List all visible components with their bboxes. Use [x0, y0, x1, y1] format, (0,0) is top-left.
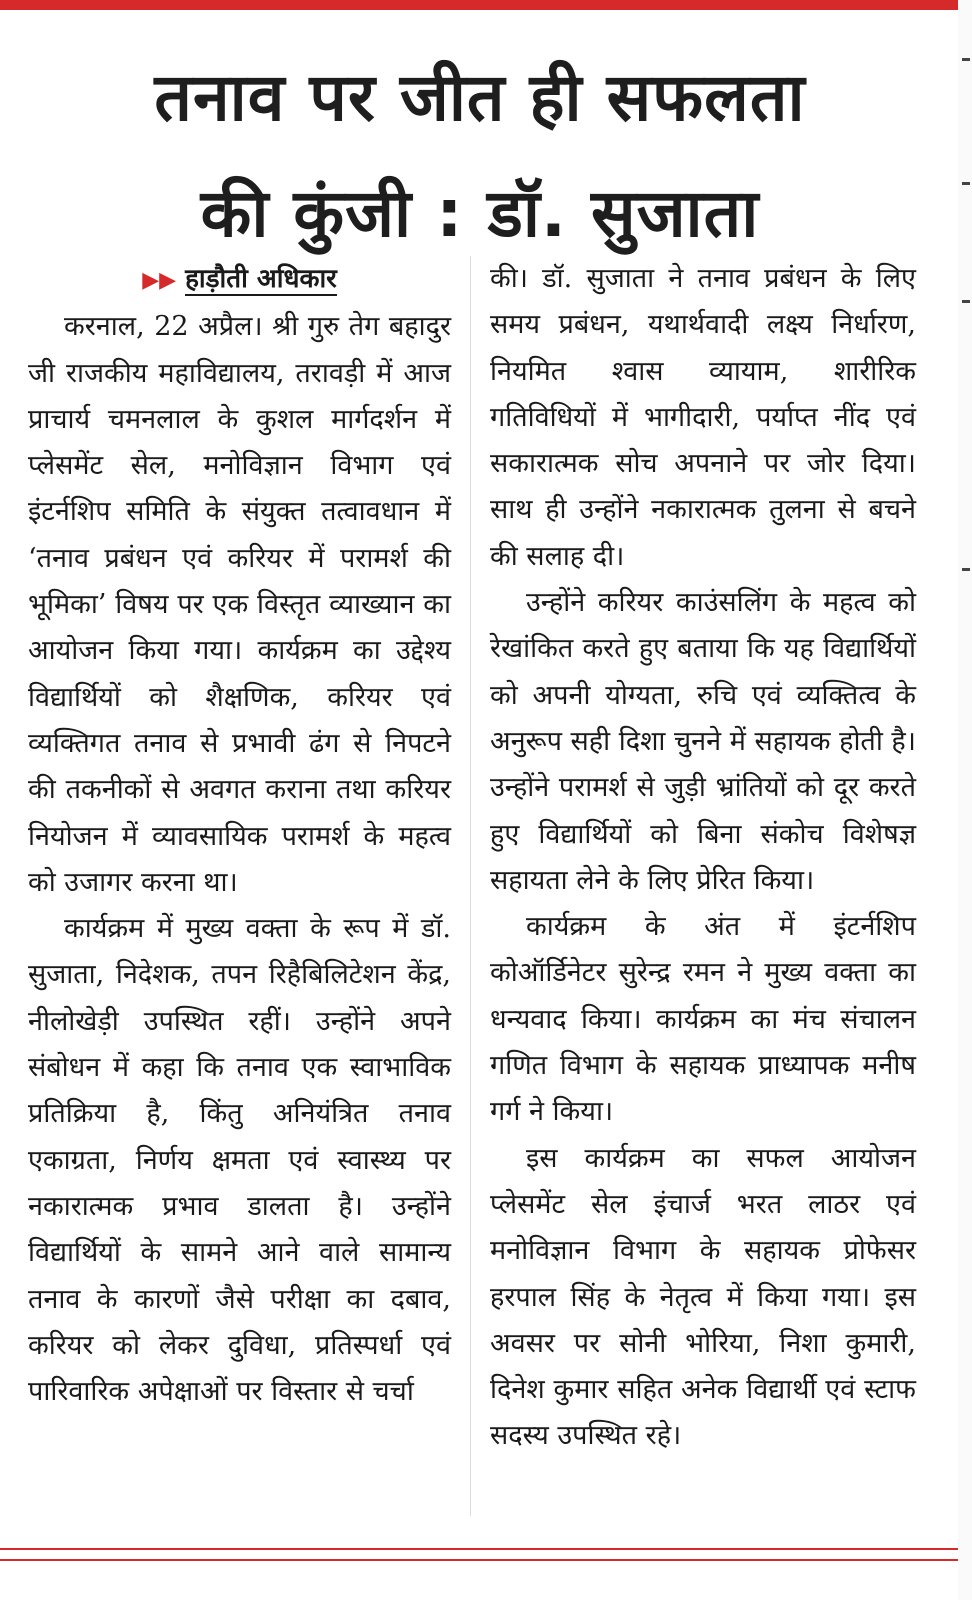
double-arrow-icon: ▶▶: [142, 268, 177, 293]
paragraph: करनाल, 22 अप्रैल। श्री गुरु तेग बहादुर जी राजकीय महाविद्यालय, तरावड़ी में आज प्राचार्य चमनलाल के कुशल मार्गदर्शन में प्लेसमेंट सेल, मनोविज्ञान विभाग एवं इंटर्नशिप समिति के संयुक्त तत्वावधान में ‘तनाव प्रबंधन एवं करियर में परामर्श की भूमिका’ विषय पर एक विस्तृत व्याख्यान का आयोजन किया गया। कार्यक्रम का उद्देश्य विद्यार्थियों को शैक्षणिक, करियर एवं व्यक्तिगत तनाव से प्रभावी ढंग से निपटने की तकनीकों से अवगत कराना तथा करियर नियोजन में व्यावसायिक परामर्श के महत्व को उजागर करना था।: [28, 311, 451, 898]
edge-mark: [962, 58, 970, 61]
article-column-left: [28, 256, 451, 1415]
edge-mark: [962, 182, 970, 185]
bottom-red-rule: [0, 1548, 958, 1550]
headline-line-1: तनाव पर जीत ही सफलता: [154, 59, 806, 136]
article-headline: [10, 40, 950, 272]
paragraph: की। डॉ. सुजाता ने तनाव प्रबंधन के लिए समय प्रबंधन, यथार्थवादी लक्ष्य निर्धारण, नियमित श्वास व्यायाम, शारीरिक गतिविधियों में भागीदारी, पर्याप्त नींद एवं सकारात्मक सोच अपनाने पर जोर दिया। साथ ही उन्होंने नकारात्मक तुलना से बचने की सलाह दी।: [490, 263, 916, 572]
column-divider: [470, 256, 471, 1516]
headline-line-2: की कुंजी : डॉ. सुजाता: [200, 175, 760, 252]
edge-mark: [962, 300, 970, 303]
top-red-rule: [0, 0, 958, 10]
bottom-red-rule: [0, 1559, 958, 1561]
article-column-right: [490, 256, 916, 1460]
paragraph: उन्होंने करियर काउंसलिंग के महत्व को रेखांकित करते हुए बताया कि यह विद्यार्थियों को अपनी योग्यता, रुचि एवं व्यक्तित्व के अनुरूप सही दिशा चुनने में सहायक होती है। उन्होंने परामर्श से जुड़ी भ्रांतियों को दूर करते हुए विद्यार्थियों को बिना संकोच विशेषज्ञ सहायता लेने के लिए प्रेरित किया।: [490, 587, 916, 896]
paragraph: कार्यक्रम के अंत में इंटर्नशिप कोऑर्डिनेटर सुरेन्द्र रमन ने मुख्य वक्ता का धन्यवाद किया। कार्यक्रम का मंच संचालन गणित विभाग के सहायक प्राध्यापक मनीष गर्ग ने किया।: [490, 911, 916, 1128]
adjacent-page-edge: [958, 0, 972, 1600]
paragraph: इस कार्यक्रम का सफल आयोजन प्लेसमेंट सेल इंचार्ज भरत लाठर एवं मनोविज्ञान विभाग के सहायक प्रोफेसर हरपाल सिंह के नेतृत्व में किया गया। इस अवसर पर सोनी भोरिया, निशा कुमारी, दिनेश कुमार सहित अनेक विद्यार्थी एवं स्टाफ सदस्य उपस्थित रहे।: [490, 1142, 916, 1452]
byline: [28, 256, 451, 304]
byline-text: हाड़ौती अधिकार: [185, 264, 337, 294]
edge-mark: [962, 568, 970, 571]
paragraph: कार्यक्रम में मुख्य वक्ता के रूप में डॉ. सुजाता, निदेशक, तपन रिहैबिलिटेशन केंद्र, नीलोखेड़ी उपस्थित रहीं। उन्होंने अपने संबोधन में कहा कि तनाव एक स्वाभाविक प्रतिक्रिया है, किंतु अनियंत्रित तनाव एकाग्रता, निर्णय क्षमता एवं स्वास्थ्य पर नकारात्मक प्रभाव डालता है। उन्होंने विद्यार्थियों के सामने आने वाले सामान्य तनाव के कारणों जैसे परीक्षा का दबाव, करियर को लेकर दुविधा, प्रतिस्पर्धा एवं पारिवारिक अपेक्षाओं पर विस्तार से चर्चा: [28, 913, 451, 1408]
